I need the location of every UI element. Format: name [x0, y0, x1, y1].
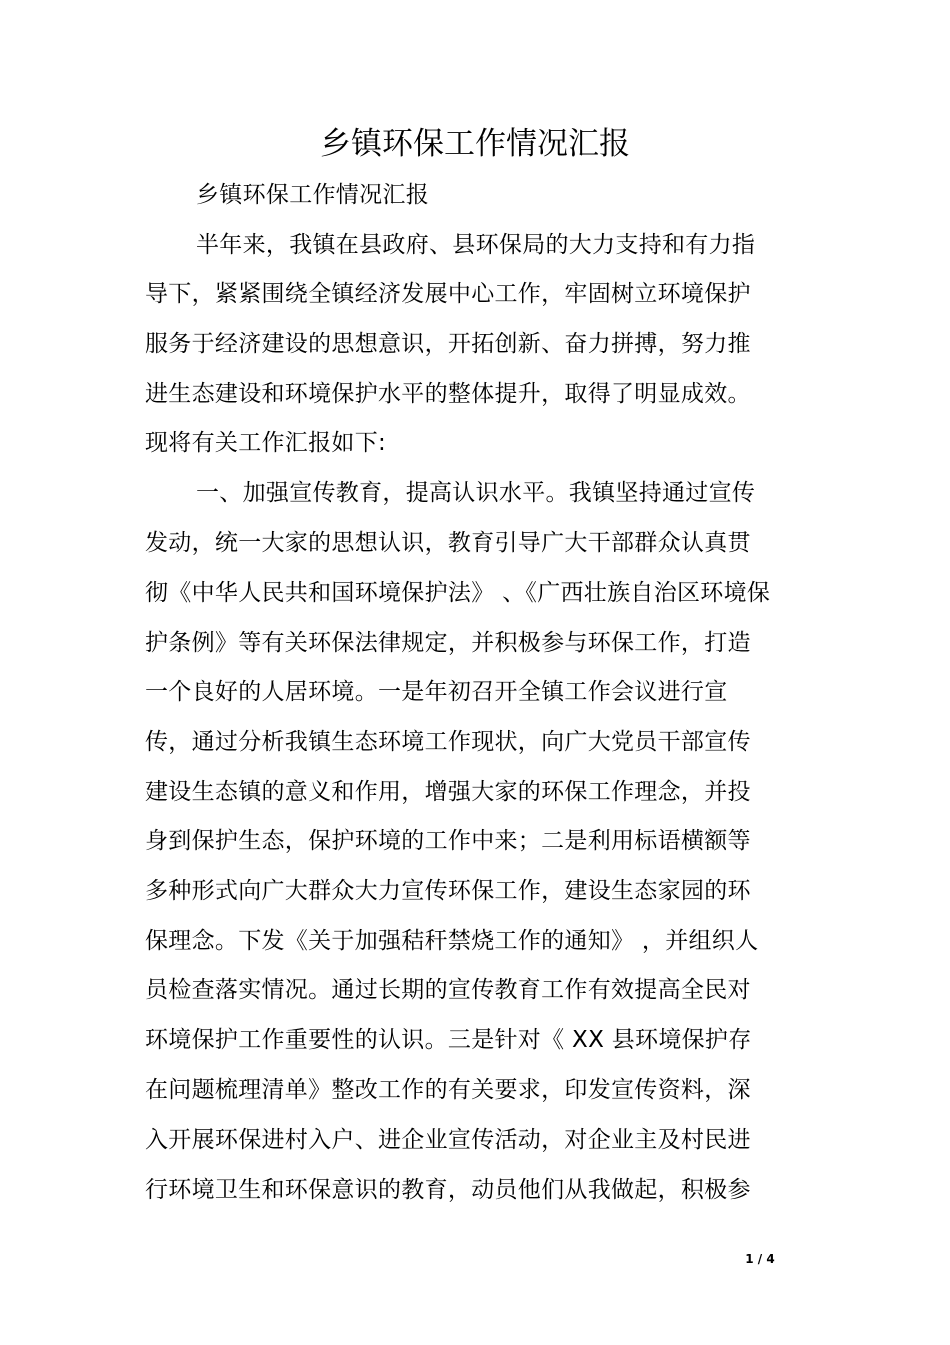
paragraph-line: 身到保护生态，保护环境的工作中来；二是利用标语横额等 — [145, 828, 751, 854]
paragraph-line: 在问题梳理清单》整改工作的有关要求，印发宣传资料，深 — [145, 1077, 751, 1103]
paragraph-line: 半年来，我镇在县政府、县环保局的大力支持和有力指 — [196, 232, 756, 258]
paragraph-line: 导下，紧紧围绕全镇经济发展中心工作，牢固树立环境保护 — [145, 281, 751, 307]
paragraph-line: 彻《中华人民共和国环境保护法》 、《广西壮族自治区环境保 — [145, 580, 771, 606]
paragraph-line: 护条例》等有关环保法律规定，并积极参与环保工作，打造 — [145, 630, 751, 656]
paragraph-line: 建设生态镇的意义和作用，增强大家的环保工作理念，并投 — [145, 779, 751, 805]
subtitle-line: 乡镇环保工作情况汇报 — [196, 182, 429, 208]
paragraph-line: 行环境卫生和环保意识的教育，动员他们从我做起，积极参 — [145, 1177, 751, 1203]
paragraph-line: 多种形式向广大群众大力宣传环保工作，建设生态家园的环 — [145, 878, 751, 904]
paragraph-line: 一个良好的人居环境。一是年初召开全镇工作会议进行宣 — [145, 679, 728, 705]
paragraph-line: 进生态建设和环境保护水平的整体提升，取得了明显成效。 — [145, 381, 751, 407]
paragraph-line: 发动，统一大家的思想认识，教育引导广大干部群众认真贯 — [145, 530, 751, 556]
paragraph-line: 入开展环保进村入户、进企业宣传活动，对企业主及村民进 — [145, 1127, 751, 1153]
paragraph-line: 传，通过分析我镇生态环境工作现状，向广大党员干部宣传 — [145, 729, 751, 755]
paragraph-line: 服务于经济建设的思想意识，开拓创新、奋力拼搏，努力推 — [145, 331, 751, 357]
paragraph-line: 保理念。下发《关于加强秸秆禁烧工作的通知》 ，并组织人 — [145, 928, 759, 954]
paragraph-line: 员检查落实情况。通过长期的宣传教育工作有效提高全民对 — [145, 977, 751, 1003]
paragraph-line: 一、加强宣传教育，提高认识水平。我镇坚持通过宣传 — [196, 480, 756, 506]
page-number: 1 / 4 — [745, 1252, 775, 1266]
paragraph-line: 环境保护工作重要性的认识。三是针对《 XX 县环境保护存 — [145, 1027, 752, 1053]
document-title: 乡镇环保工作情况汇报 — [320, 126, 630, 162]
paragraph-line: 现将有关工作汇报如下: — [145, 430, 387, 456]
